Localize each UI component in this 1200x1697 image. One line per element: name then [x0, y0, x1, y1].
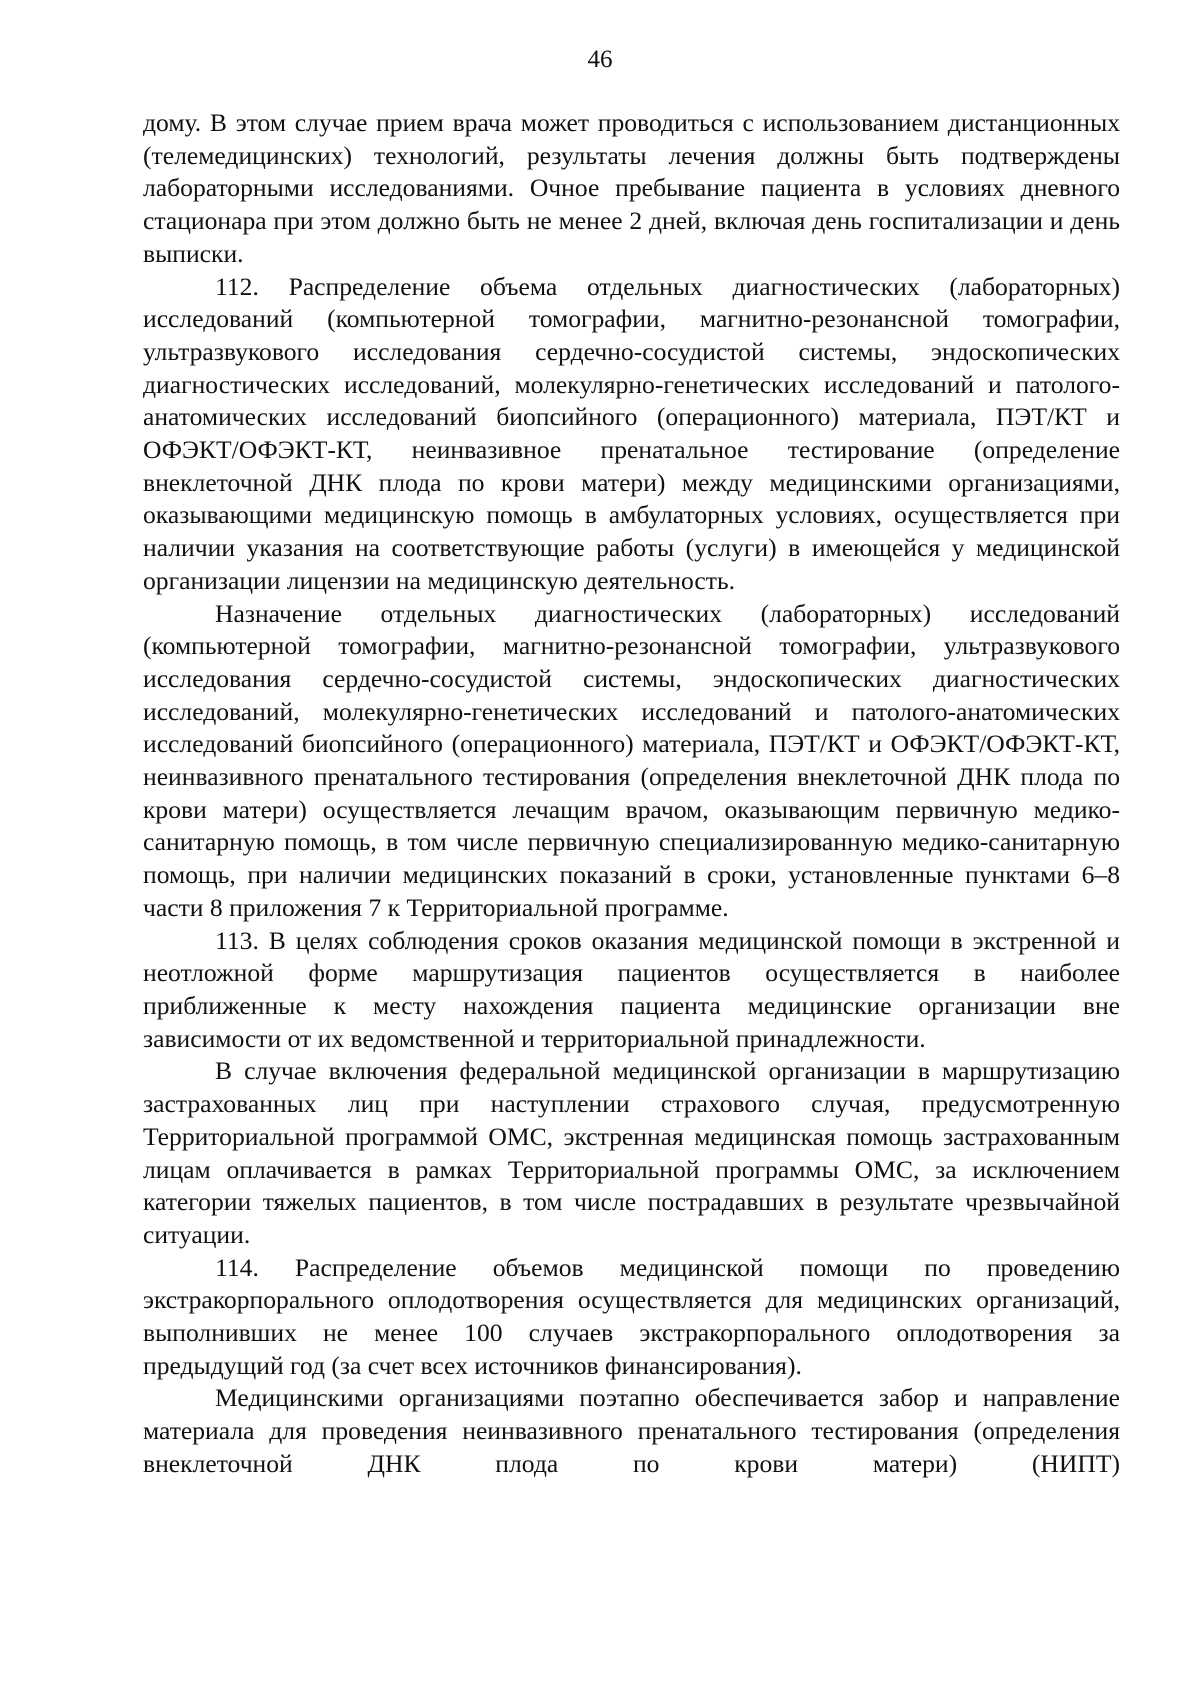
- paragraph-federal-organization: В случае включения федеральной медицинской организации в маршрутизацию застрахованных лиц при наступлении страхового случая, предусмотренную Территориальной программой ОМС, экстренная медицинская помощь застрахованным лицам оплачивается в рамках Территориальной программы ОМС, за исключением категории тяжелых пациентов, в том числе пострадавших в результате чрезвычайной ситуации.: [143, 1056, 1120, 1249]
- paragraph-nipt: Медицинскими организациями поэтапно обеспечивается забор и направление материала для проведения неинвазивного пренатального тестирования (определения внеклеточной ДНК плода по крови матери) (НИПТ): [143, 1383, 1120, 1478]
- paragraph-item-114: 114. Распределение объемов медицинской помощи по проведению экстракорпорального оплодотворения осуществляется для медицинских организаций, выполнивших не менее 100 случаев экстракорпорального оплодотворения за предыдущий год (за счет всех источников финансирования).: [143, 1252, 1120, 1380]
- paragraph-continuation: дому. В этом случае прием врача может проводиться с использованием дистанционных (телемедицинских) технологий, результаты лечения должны быть подтверждены лабораторными исследованиями. Очное пребывание пациента в условиях дневного стационара при этом должно быть не менее 2 дней, включая день госпитализации и день выписки.: [143, 108, 1120, 268]
- paragraph-item-112: 112. Распределение объема отдельных диагностических (лабораторных) исследований (компьютерной томографии, магнитно-резонансной томографии, ультразвукового исследования сердечно-сосудистой системы, эндоскопических диагностических исследований, молекулярно-генетических исследований и патолого-анатомических исследований биопсийного (операционного) материала, ПЭТ/КТ и ОФЭКТ/ОФЭКТ-КТ, неинвазивное пренатальное тестирование (определение внеклеточной ДНК плода по крови матери) между медицинскими организациями, оказывающими медицинскую помощь в амбулаторных условиях, осуществляется при наличии указания на соответствующие работы (услуги) в имеющейся у медицинской организации лицензии на медицинскую деятельность.: [143, 271, 1120, 595]
- paragraph-item-113: 113. В целях соблюдения сроков оказания медицинской помощи в экстренной и неотложной форме маршрутизация пациентов осуществляется в наиболее приближенные к месту нахождения пациента медицинские организации вне зависимости от их ведомственной и территориальной принадлежности.: [143, 925, 1120, 1053]
- paragraph-diagnostics-assignment: Назначение отдельных диагностических (лабораторных) исследований (компьютерной томографии, магнитно-резонансной томографии, ультразвукового исследования сердечно-сосудистой системы, эндоскопических диагностических исследований, молекулярно-генетических исследований и патолого-анатомических исследований биопсийного (операционного) материала, ПЭТ/КТ и ОФЭКТ/ОФЭКТ-КТ, неинвазивного пренатального тестирования (определения внеклеточной ДНК плода по крови матери) осуществляется лечащим врачом, оказывающим первичную медико-санитарную помощь, в том числе первичную специализированную медико-санитарную помощь, при наличии медицинских показаний в сроки, установленные пунктами 6–8 части 8 приложения 7 к Территориальной программе.: [143, 598, 1120, 922]
- page-number: 46: [587, 46, 613, 73]
- document-body: [143, 107, 1120, 1481]
